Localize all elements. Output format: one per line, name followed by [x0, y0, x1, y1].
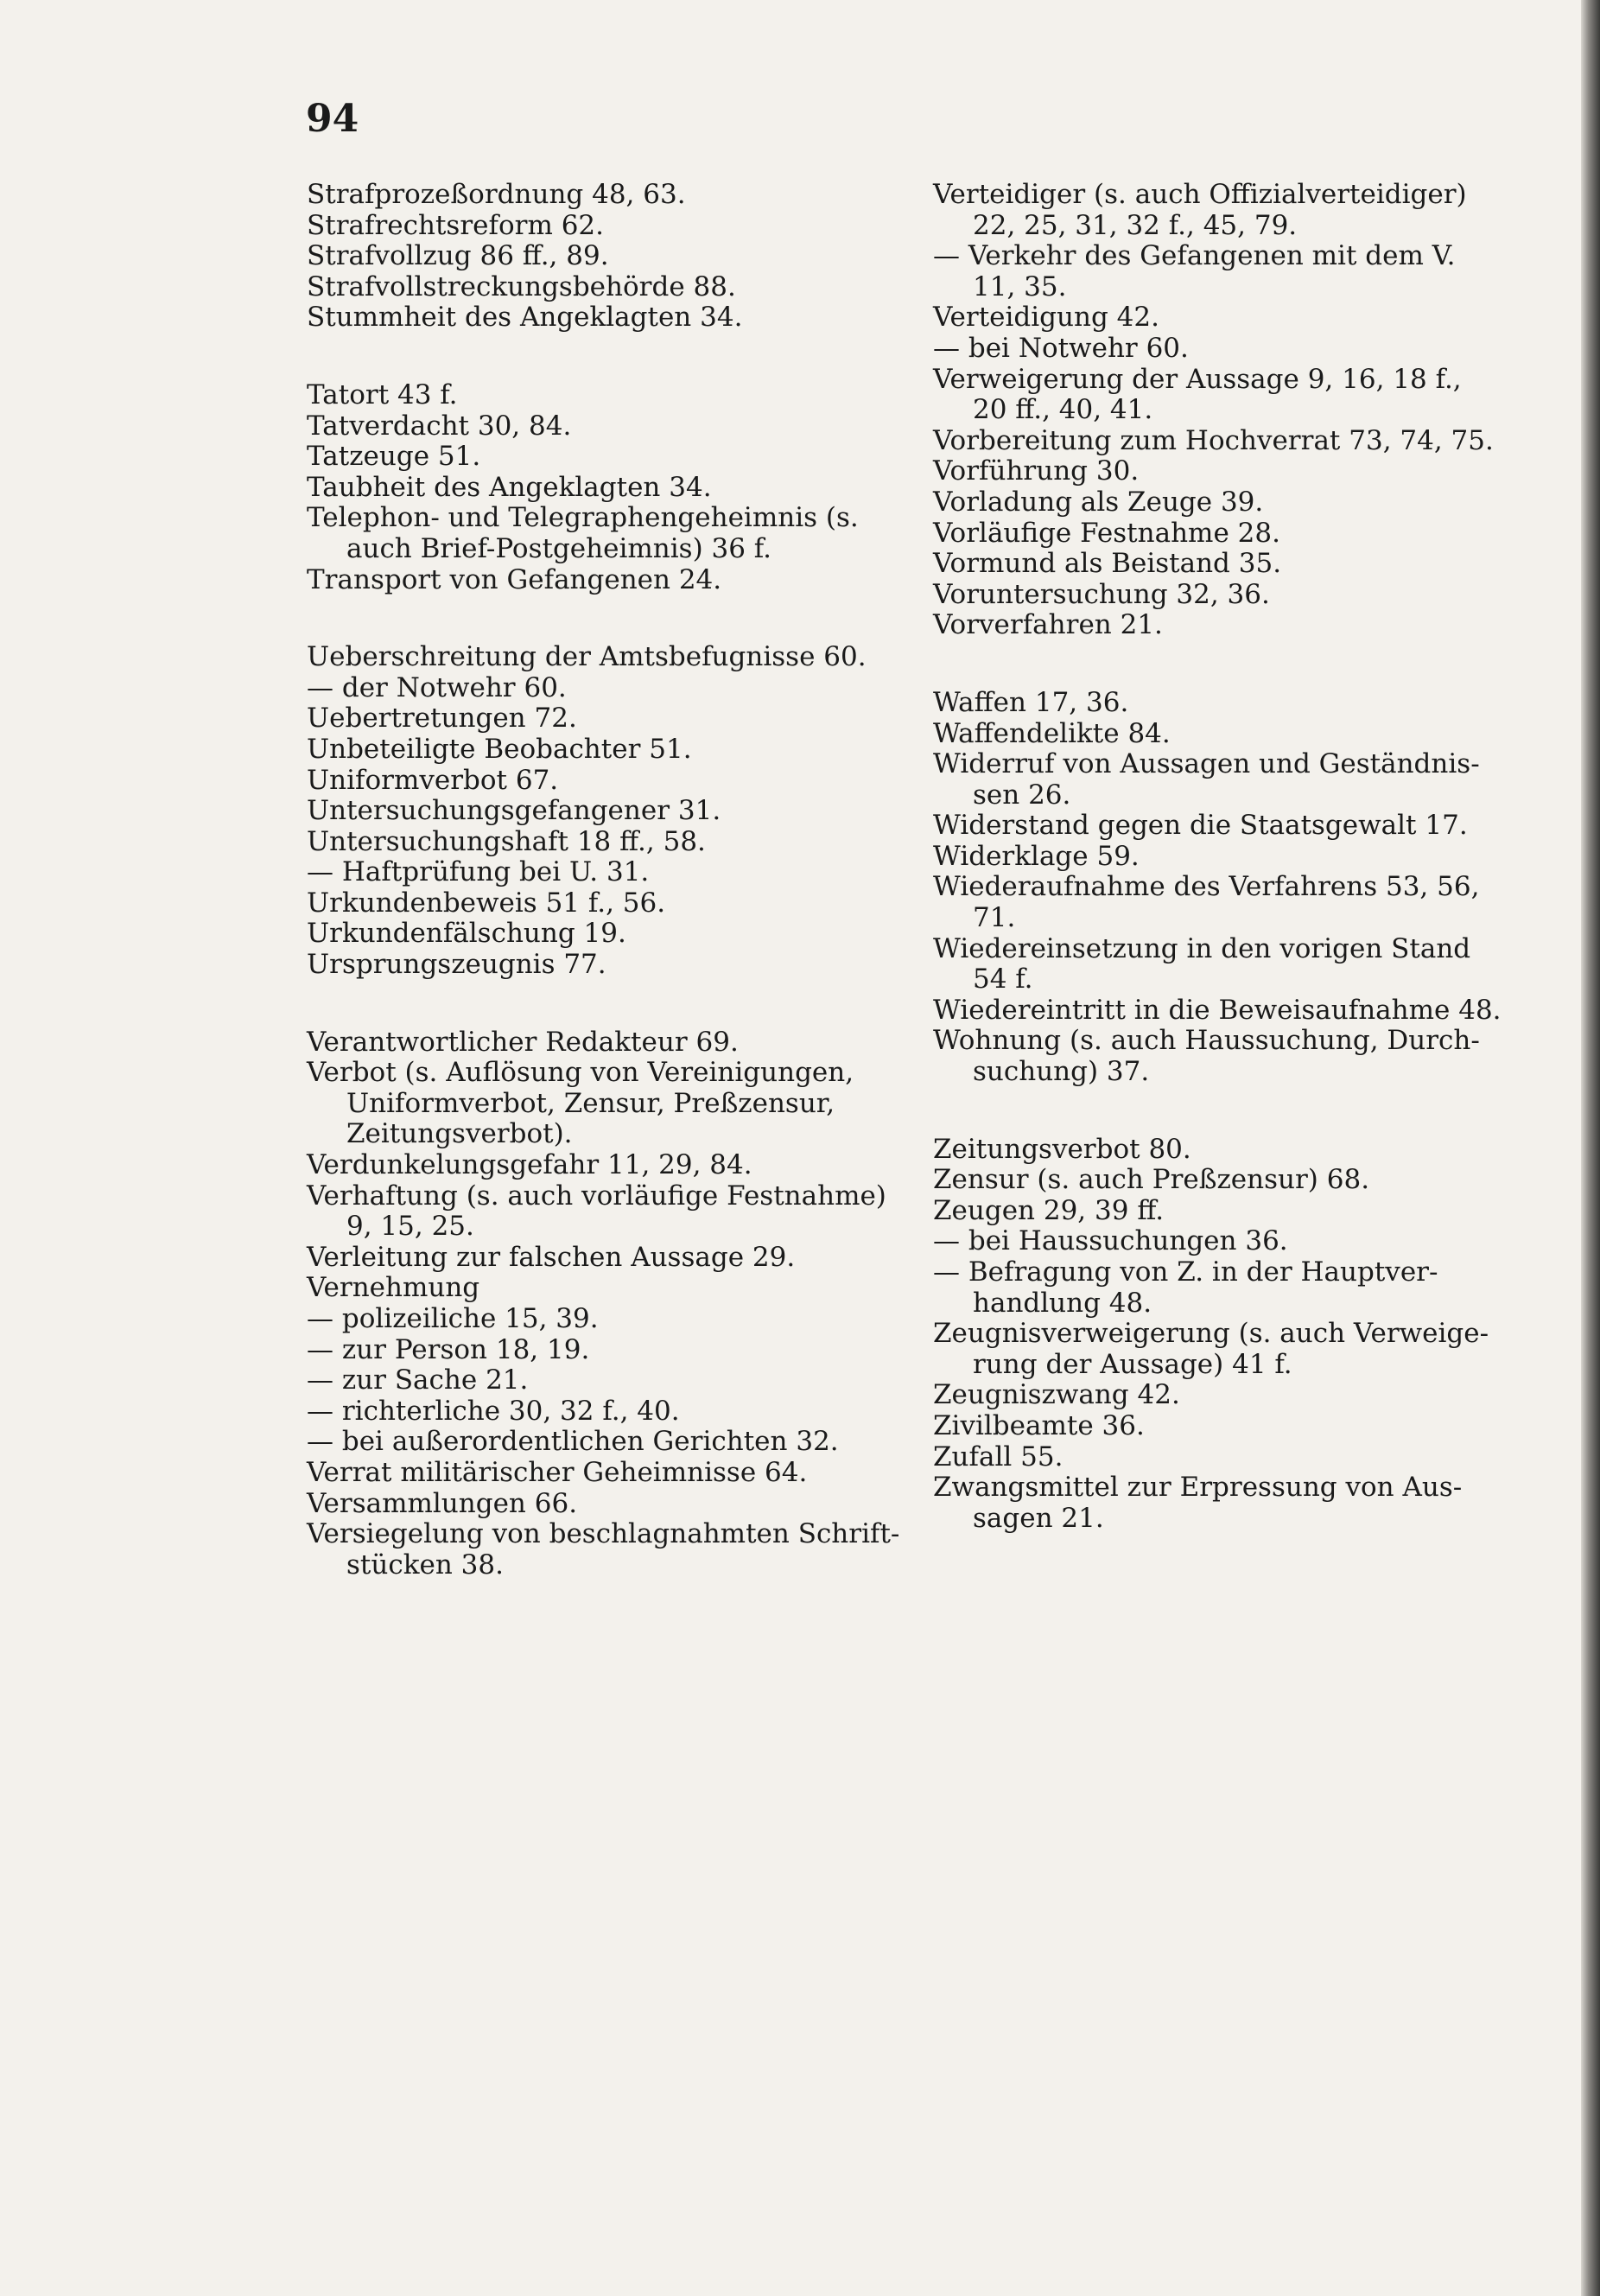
index-entry-continuation: rung der Aussage) 41 f.	[973, 1348, 1292, 1380]
section-gap	[933, 641, 1521, 688]
index-entry-continuation: auch Brief-Postgeheimnis) 36 f.	[346, 532, 772, 564]
index-entry: Uniformverbot 67.	[307, 764, 559, 796]
index-entry: Ursprungszeugnis 77.	[307, 949, 606, 981]
index-entry: Verrat militärischer Geheimnisse 64.	[307, 1456, 808, 1488]
index-subentry: — Haftprüfung bei U. 31.	[307, 856, 650, 888]
index-entry: Zeugen 29, 39 ff.	[933, 1194, 1165, 1226]
index-entry: Vorverfahren 21.	[933, 609, 1163, 641]
index-entry: Zeugniszwang 42.	[933, 1379, 1180, 1411]
index-entry: Verteidiger (s. auch Offizialverteidiger)	[933, 179, 1467, 210]
index-entry: Vorbereitung zum Hochverrat 73, 74, 75.	[933, 424, 1494, 456]
index-entry: Tatverdacht 30, 84.	[307, 410, 572, 442]
section-gap	[307, 595, 894, 642]
index-entry-continuation: stücken 38.	[346, 1549, 504, 1580]
index-entry: Zensur (s. auch Preßzensur) 68.	[933, 1164, 1370, 1196]
index-entry: Uebertretungen 72.	[307, 703, 577, 735]
index-entry: Widerstand gegen die Staatsgewalt 17.	[933, 810, 1468, 842]
index-subentry: — richterliche 30, 32 f., 40.	[307, 1395, 680, 1427]
index-entry-continuation: sagen 21.	[973, 1502, 1104, 1534]
index-entry-continuation: handlung 48.	[973, 1287, 1152, 1319]
index-entry: Widerklage 59.	[933, 840, 1140, 872]
index-subentry: — zur Person 18, 19.	[307, 1333, 590, 1365]
index-entry: Vorführung 30.	[933, 455, 1140, 487]
index-entry: Strafvollstreckungsbehörde 88.	[307, 270, 736, 302]
index-entry-continuation: 20 ff., 40, 41.	[973, 394, 1153, 426]
index-entry: Vormund als Beistand 35.	[933, 548, 1282, 580]
page-edge	[1581, 0, 1600, 2296]
index-subentry: — der Notwehr 60.	[307, 671, 567, 703]
page-number: 94	[306, 97, 359, 141]
index-subentry: — Verkehr des Gefangenen mit dem V.	[933, 240, 1456, 272]
index-entry: Verdunkelungsgefahr 11, 29, 84.	[307, 1149, 752, 1181]
index-column-right	[933, 180, 1521, 1534]
index-entry: Wiedereintritt in die Beweisaufnahme 48.	[933, 994, 1502, 1026]
index-entry: Verweigerung der Aussage 9, 16, 18 f.,	[933, 363, 1462, 395]
index-entry-continuation: 11, 35.	[973, 270, 1067, 302]
index-subentry: — bei Notwehr 60.	[933, 332, 1189, 364]
index-entry-continuation: sen 26.	[973, 779, 1071, 811]
index-entry: Transport von Gefangenen 24.	[307, 563, 722, 595]
index-subentry: — polizeiliche 15, 39.	[307, 1303, 599, 1334]
index-entry: Vernehmung	[307, 1272, 480, 1304]
index-entry: Widerruf von Aussagen und Geständnis-	[933, 748, 1480, 780]
index-entry: Strafrechtsreform 62.	[307, 209, 604, 241]
index-entry: Verantwortlicher Redakteur 69.	[307, 1026, 739, 1058]
index-entry: Vorladung als Zeuge 39.	[933, 486, 1264, 518]
index-entry-continuation: 54 f.	[973, 964, 1033, 995]
index-entry: Taubheit des Angeklagten 34.	[307, 471, 712, 503]
index-entry: Urkundenfälschung 19.	[307, 918, 626, 950]
index-entry: Versammlungen 66.	[307, 1487, 578, 1519]
index-column-left	[307, 179, 900, 1580]
index-entry: Zufall 55.	[933, 1441, 1063, 1472]
section-gap	[307, 981, 894, 1027]
index-entry-continuation: 9, 15, 25.	[346, 1211, 474, 1243]
section-gap	[933, 1088, 1521, 1135]
index-entry: Wiedereinsetzung in den vorigen Stand	[933, 932, 1471, 964]
index-entry: Tatzeuge 51.	[307, 441, 481, 473]
index-entry: Tatort 43 f.	[307, 378, 458, 410]
index-entry: Wiederaufnahme des Verfahrens 53, 56,	[933, 871, 1480, 903]
index-subentry: — zur Sache 21.	[307, 1364, 529, 1396]
index-entry: Zivilbeamte 36.	[933, 1409, 1145, 1441]
index-subentry: — bei Haussuchungen 36.	[933, 1225, 1288, 1257]
index-entry: Versiegelung von beschlagnahmten Schrift-	[307, 1518, 900, 1550]
index-entry: Verhaftung (s. auch vorläufige Festnahme)	[307, 1180, 886, 1212]
index-entry-continuation: 22, 25, 31, 32 f., 45, 79.	[973, 209, 1298, 241]
index-subentry: — Befragung von Z. in der Hauptver-	[933, 1256, 1438, 1288]
index-entry: Waffen 17, 36.	[933, 686, 1129, 718]
index-entry-continuation: Zeitungsverbot).	[346, 1118, 573, 1150]
index-subentry: — bei außerordentlichen Gerichten 32.	[307, 1426, 839, 1458]
index-entry: Strafprozeßordnung 48, 63.	[307, 179, 686, 210]
index-entry: Untersuchungsgefangener 31.	[307, 795, 721, 827]
index-entry: Stummheit des Angeklagten 34.	[307, 302, 743, 334]
index-entry-continuation: 71.	[973, 902, 1016, 934]
index-entry: Waffendelikte 84.	[933, 717, 1171, 749]
section-gap	[307, 334, 894, 380]
index-entry: Ueberschreitung der Amtsbefugnisse 60.	[307, 641, 867, 673]
index-entry: Untersuchungshaft 18 ff., 58.	[307, 825, 706, 857]
index-entry: Zwangsmittel zur Erpressung von Aus-	[933, 1472, 1463, 1504]
index-entry-continuation: Uniformverbot, Zensur, Preßzensur,	[346, 1087, 835, 1119]
index-entry: Verleitung zur falschen Aussage 29.	[307, 1241, 796, 1273]
index-entry: Wohnung (s. auch Haussuchung, Durch-	[933, 1025, 1480, 1057]
index-entry: Verteidigung 42.	[933, 302, 1159, 334]
index-entry: Unbeteiligte Beobachter 51.	[307, 733, 692, 765]
index-entry: Telephon- und Telegraphengeheimnis (s.	[307, 502, 859, 534]
index-entry: Voruntersuchung 32, 36.	[933, 578, 1270, 610]
index-entry: Zeugnisverweigerung (s. auch Verweige-	[933, 1318, 1489, 1350]
index-entry: Vorläufige Festnahme 28.	[933, 517, 1280, 549]
index-entry: Verbot (s. Auflösung von Vereinigungen,	[307, 1057, 854, 1089]
index-entry: Zeitungsverbot 80.	[933, 1133, 1191, 1165]
index-entry-continuation: suchung) 37.	[973, 1056, 1150, 1088]
index-entry: Urkundenbeweis 51 f., 56.	[307, 887, 666, 919]
index-entry: Strafvollzug 86 ff., 89.	[307, 240, 609, 272]
